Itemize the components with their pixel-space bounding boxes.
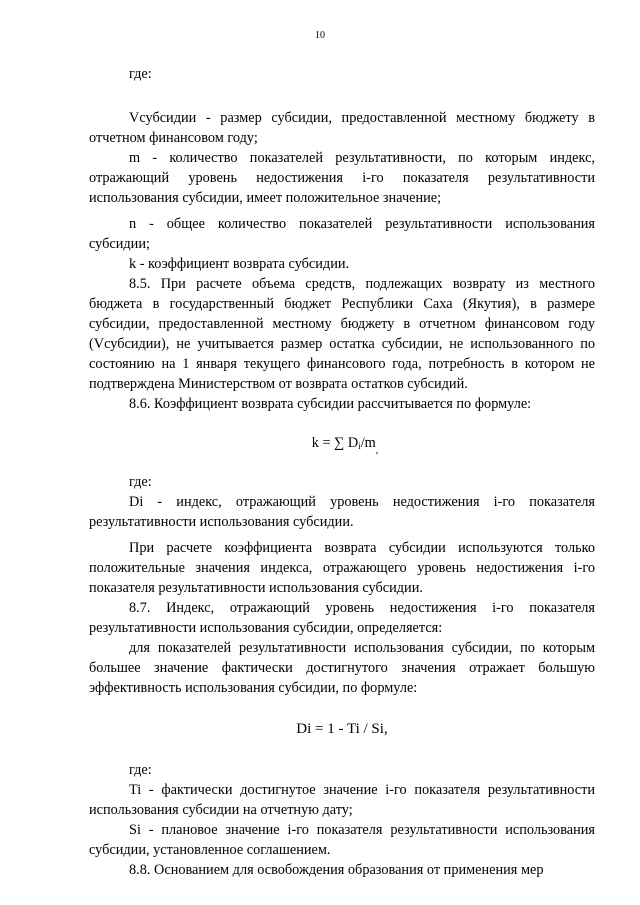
paragraph-8-8: 8.8. Основанием для освобождения образования от применения мер xyxy=(129,862,544,878)
paragraph-8-6: 8.6. Коэффициент возврата субсидии рассчитывается по формуле: xyxy=(129,396,532,412)
formula-k-subscript: i xyxy=(358,441,361,451)
paragraph-positive-values: При расчете коэффициента возврата субсидии используются только положительные значения индекса, отражающего уровень недостижения i-го показателя результативности использования субсидии. xyxy=(89,540,595,596)
formula-k-left: k = ∑ D xyxy=(311,435,359,451)
where-label: где: xyxy=(129,762,152,778)
definition-m: m - количество показателей результативности, по которым индекс, отражающий уровень недостижения i-го показателя результативности использования субсидии, имеет положительное значение; xyxy=(89,150,595,206)
document-body xyxy=(89,64,595,880)
definition-n: n - общее количество показателей результативности использования субсидии; xyxy=(89,216,595,252)
paragraph-8-5: 8.5. При расчете объема средств, подлежащих возврату из местного бюджета в государственный бюджет Республики Саха (Якутия), в размере субсидии, предоставленной местному бюджету в отчетном финансовом году (Vсубсидии), не учитывается размер остатка субсидии, не использованного по состоянию на 1 января текущего финансового года, потребность в котором не подтверждена Министерством от возврата остатков субсидий. xyxy=(89,276,595,392)
definition-ti: Ti - фактически достигнутое значение i-го показателя результативности использования субсидии на отчетную дату; xyxy=(89,782,595,818)
formula-di: Di = 1 - Ti / Si, xyxy=(296,721,388,737)
definition-vsubsidy: Vсубсидии - размер субсидии, предоставленной местному бюджету в отчетном финансовом году; xyxy=(89,110,595,146)
formula-k xyxy=(89,414,595,472)
definition-di: Di - индекс, отражающий уровень недостижения i-го показателя результативности использования субсидии. xyxy=(89,494,595,530)
formula-k-right: /m xyxy=(360,435,376,451)
where-label: где: xyxy=(129,66,152,82)
page-number: 10 xyxy=(315,30,325,41)
paragraph-8-7: 8.7. Индекс, отражающий уровень недостижения i-го показателя результативности использования субсидии, определяется: xyxy=(89,600,595,636)
formula-k-comma: , xyxy=(375,445,379,456)
definition-si: Si - плановое значение i-го показателя результативности использования субсидии, установленное соглашением. xyxy=(89,822,595,858)
paragraph-indicators: для показателей результативности использования субсидии, по которым большее значение фактически достигнутого значения отражает большую эффективность использования субсидии, по формуле: xyxy=(89,640,595,696)
definition-k: k - коэффициент возврата субсидии. xyxy=(129,256,350,272)
where-label: где: xyxy=(129,474,152,490)
